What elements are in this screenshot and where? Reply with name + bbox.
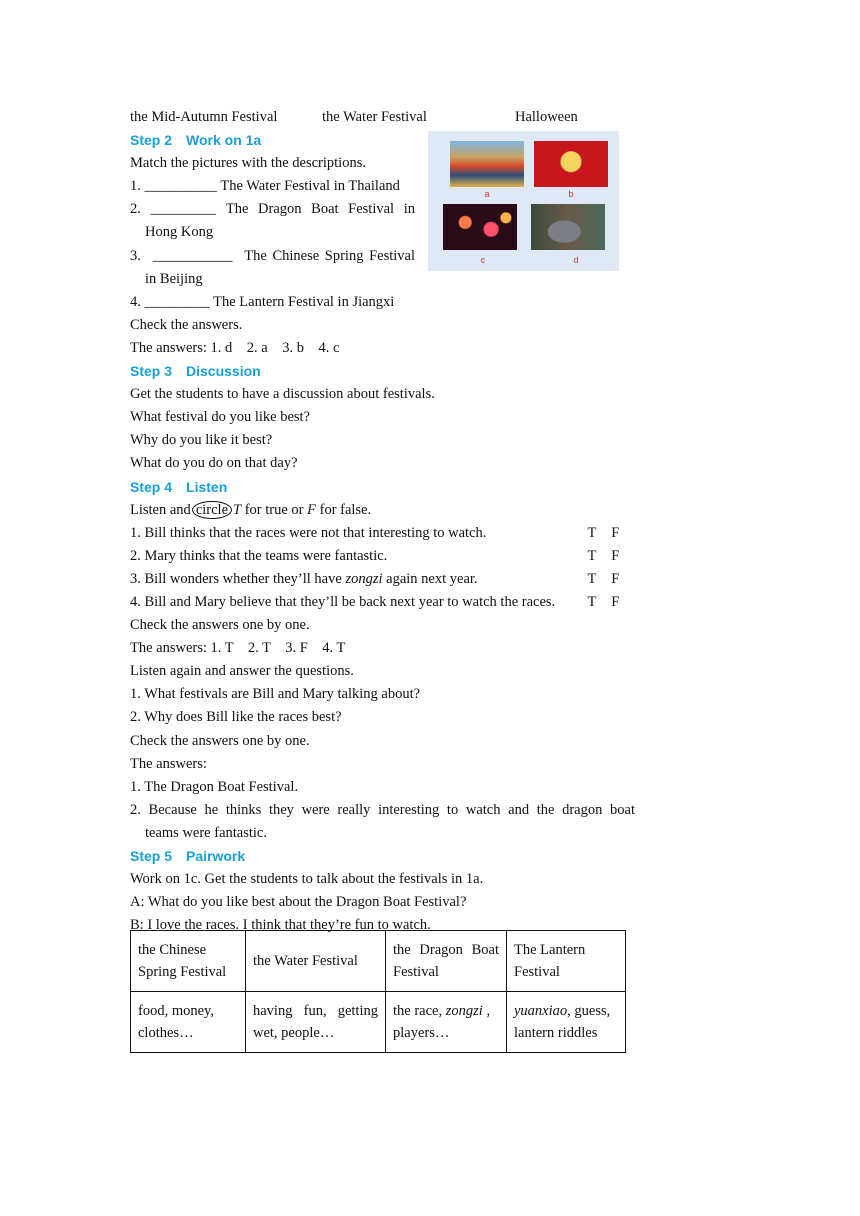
instr-text: Listen and [130, 501, 191, 518]
table-cell: food, money, clothes… [131, 992, 246, 1053]
lantern-festival-picture [443, 204, 517, 250]
answers-line: The answers: 1. d 2. a 3. b 4. c [130, 339, 340, 356]
item-number: 3. [130, 247, 141, 264]
text-line: Work on 1c. Get the students to talk about the festivals in 1a. [130, 871, 484, 888]
false-option[interactable]: F [611, 593, 620, 610]
step-number: Step 5 [130, 848, 173, 864]
text-line: Get the students to have a discussion about festivals. [130, 386, 435, 403]
table-header: the Dragon Boat Festival [386, 931, 507, 992]
false-option[interactable]: F [611, 547, 620, 564]
step2-intro: Match the pictures with the descriptions. [130, 155, 366, 172]
text-line: What festival do you like best? [130, 409, 310, 426]
true-false-item [130, 522, 635, 545]
festival-table [130, 930, 626, 1053]
dialogue-line: B: I love the races. I think that they’re fun to watch. [130, 917, 431, 934]
tf-question: 2. Mary thinks that the teams were fantastic. [130, 547, 388, 564]
answer-blank: ___________ [152, 247, 233, 264]
true-option[interactable]: T [587, 593, 597, 610]
item-text: The Water Festival in Thailand [220, 178, 400, 195]
item-text: The Lantern Festival in Jiangxi [213, 293, 395, 310]
step-title: Discussion [186, 363, 261, 380]
circled-word: circle [192, 501, 232, 519]
instr-text: for true or [241, 501, 308, 518]
text-line: Listen again and answer the questions. [130, 663, 354, 680]
true-false-item [130, 568, 635, 591]
tf-question: 3. Bill wonders whether they’ll have zongzi again next year. [130, 570, 478, 587]
true-false-item [130, 591, 635, 614]
step4-heading [130, 476, 635, 499]
match-item [130, 198, 415, 221]
true-option[interactable]: T [587, 524, 597, 541]
step-title: Work on 1a [186, 132, 262, 149]
dialogue-line: A: What do you like best about the Dragon Boat Festival? [130, 894, 467, 911]
festival-option: Halloween [515, 109, 578, 125]
true-option[interactable]: T [587, 570, 597, 587]
question-line: 2. Why does Bill like the races best? [130, 709, 342, 726]
answer-blank: _________ [150, 201, 216, 218]
answer-line: 1. The Dragon Boat Festival. [130, 778, 299, 795]
tf-question: 1. Bill thinks that the races were not that interesting to watch. [130, 524, 487, 541]
step-title: Pairwork [186, 848, 246, 864]
item-text: The Chinese Spring Festival [244, 247, 415, 264]
text-line: What do you do on that day? [130, 455, 298, 472]
false-option[interactable]: F [611, 524, 620, 541]
table-header: The Lantern Festival [507, 931, 626, 992]
check-answers: Check the answers one by one. [130, 617, 310, 634]
elephant-festival-picture [531, 204, 605, 250]
instr-f: F [307, 501, 316, 518]
answer-blank: __________ [144, 178, 217, 195]
match-item-cont: Hong Kong [145, 224, 214, 241]
match-item [130, 291, 415, 314]
answers-line: The answers: 1. T 2. T 3. F 4. T [130, 640, 346, 657]
tf-question: 4. Bill and Mary believe that they’ll be back next year to watch the races. [130, 593, 556, 610]
table-cell: the race, zongzi , players… [386, 992, 507, 1053]
check-answers: Check the answers one by one. [130, 732, 310, 749]
instr-t: T [233, 501, 242, 518]
step3-heading [130, 360, 635, 383]
step-number: Step 2 [130, 132, 173, 149]
table-cell: having fun, getting wet, people… [246, 992, 386, 1053]
festival-options-row [130, 106, 635, 129]
step-title: Listen [186, 478, 228, 495]
picture-label: c [480, 255, 486, 265]
spring-festival-picture [534, 141, 608, 187]
true-false-item [130, 545, 635, 568]
picture-label: d [573, 255, 579, 265]
answers-label: The answers: [130, 755, 207, 772]
picture-label: a [484, 189, 490, 199]
match-item [130, 175, 415, 198]
table-header-row [131, 931, 626, 992]
item-text: The Dragon Boat Festival in [225, 201, 415, 218]
instr-text: for false. [315, 501, 372, 518]
table-header: the Chinese Spring Festival [131, 931, 246, 992]
false-option[interactable]: F [611, 570, 620, 587]
table-cell: yuanxiao, guess, lantern riddles [507, 992, 626, 1053]
answer-line: 2. Because he thinks they were really interesting to watch and the dragon boat [130, 801, 635, 818]
table-header: the Water Festival [246, 931, 386, 992]
question-line: 1. What festivals are Bill and Mary talking about? [130, 686, 421, 703]
table-row [131, 992, 626, 1053]
matching-pictures [428, 131, 619, 271]
step5-heading [130, 845, 635, 868]
festival-option: the Water Festival [322, 109, 427, 125]
water-festival-picture [450, 141, 524, 187]
answer-blank: _________ [144, 293, 210, 310]
text-line: Why do you like it best? [130, 432, 273, 449]
listen-instruction [130, 499, 635, 522]
answer-line-cont: teams were fantastic. [145, 824, 267, 841]
match-item-cont: in Beijing [145, 270, 203, 287]
step-number: Step 3 [130, 363, 173, 380]
festival-option: the Mid-Autumn Festival [130, 109, 278, 125]
item-number: 1. [130, 178, 141, 195]
true-option[interactable]: T [587, 547, 597, 564]
match-item [130, 245, 415, 268]
item-number: 4. [130, 293, 141, 310]
step-number: Step 4 [130, 478, 173, 495]
item-number: 2. [130, 201, 141, 218]
picture-label: b [568, 189, 574, 199]
check-answers: Check the answers. [130, 316, 243, 333]
